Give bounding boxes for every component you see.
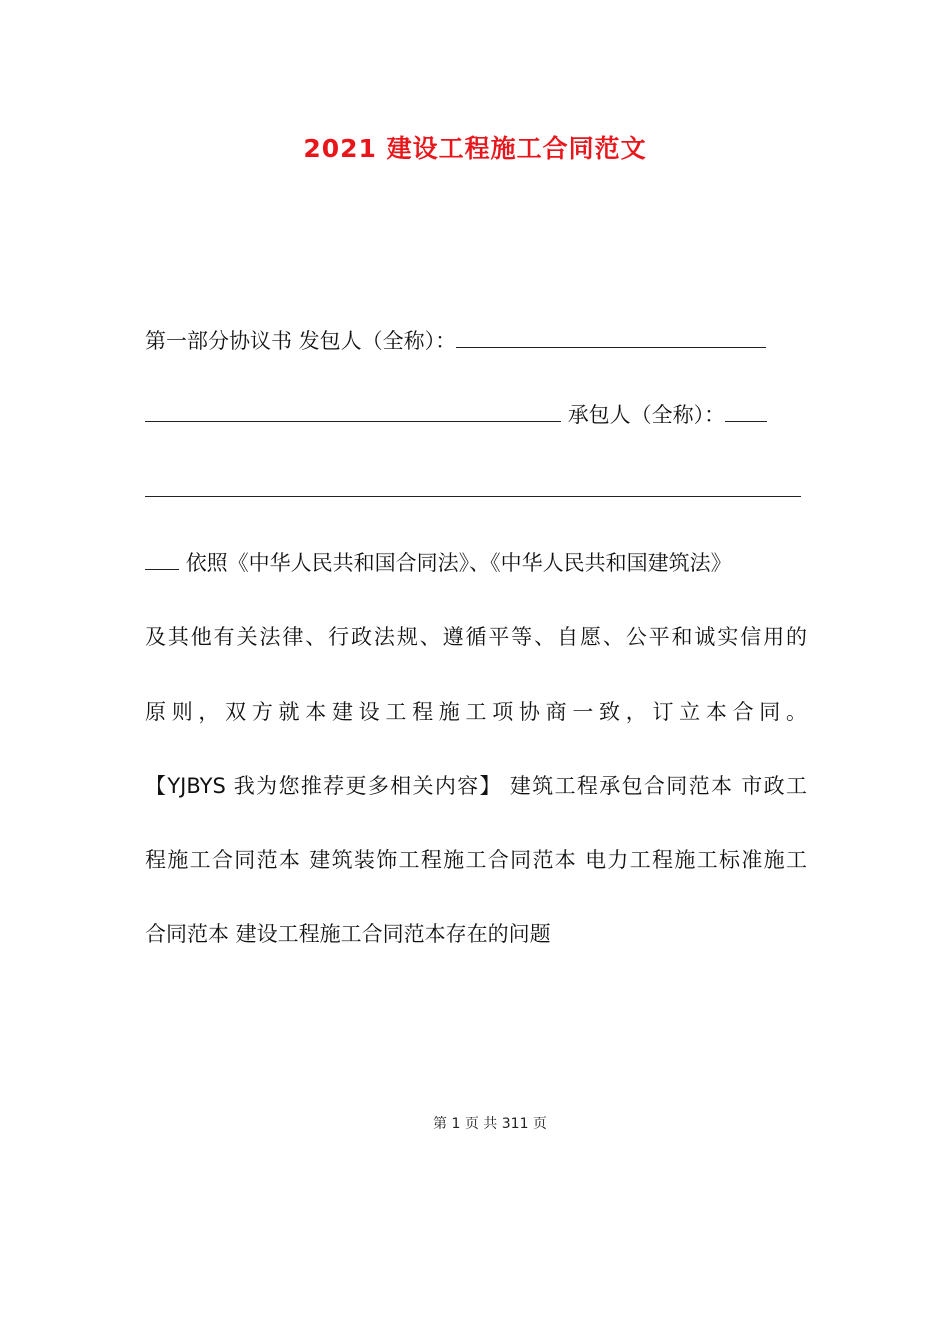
line-6: 原则，双方就本建设工程施工项协商一致，订立本合同。 bbox=[145, 700, 807, 724]
party-b-blank bbox=[725, 395, 767, 422]
line-4 bbox=[145, 543, 807, 583]
party-b-blank-continued bbox=[145, 470, 801, 497]
line-8: 程施工合同范本 建筑装饰工程施工合同范本 电力工程施工标准施工 bbox=[145, 848, 807, 872]
line-1 bbox=[145, 321, 807, 361]
document-title: 2021 建设工程施工合同范文 bbox=[303, 134, 647, 163]
party-b-label: 承包人（全称）： bbox=[567, 403, 726, 427]
party-a-blank bbox=[456, 321, 766, 348]
party-b-blank-end bbox=[145, 543, 179, 570]
line-3 bbox=[145, 470, 807, 510]
line-2 bbox=[145, 395, 807, 435]
party-a-label: 第一部分协议书 发包人（全称）： bbox=[145, 329, 457, 353]
page-footer: 第 1 页 共 311 页 bbox=[433, 1116, 547, 1132]
basis-text: 依照《中华人民共和国合同法》、《中华人民共和国建筑法》 bbox=[185, 551, 732, 575]
line-9: 合同范本 建设工程施工合同范本存在的问题 bbox=[145, 922, 551, 946]
line-7: 【YJBYS 我为您推荐更多相关内容】 建筑工程承包合同范本 市政工 bbox=[145, 774, 807, 798]
line-5: 及其他有关法律、行政法规、遵循平等、自愿、公平和诚实信用的 bbox=[145, 625, 807, 649]
party-a-blank-continued bbox=[145, 395, 561, 422]
